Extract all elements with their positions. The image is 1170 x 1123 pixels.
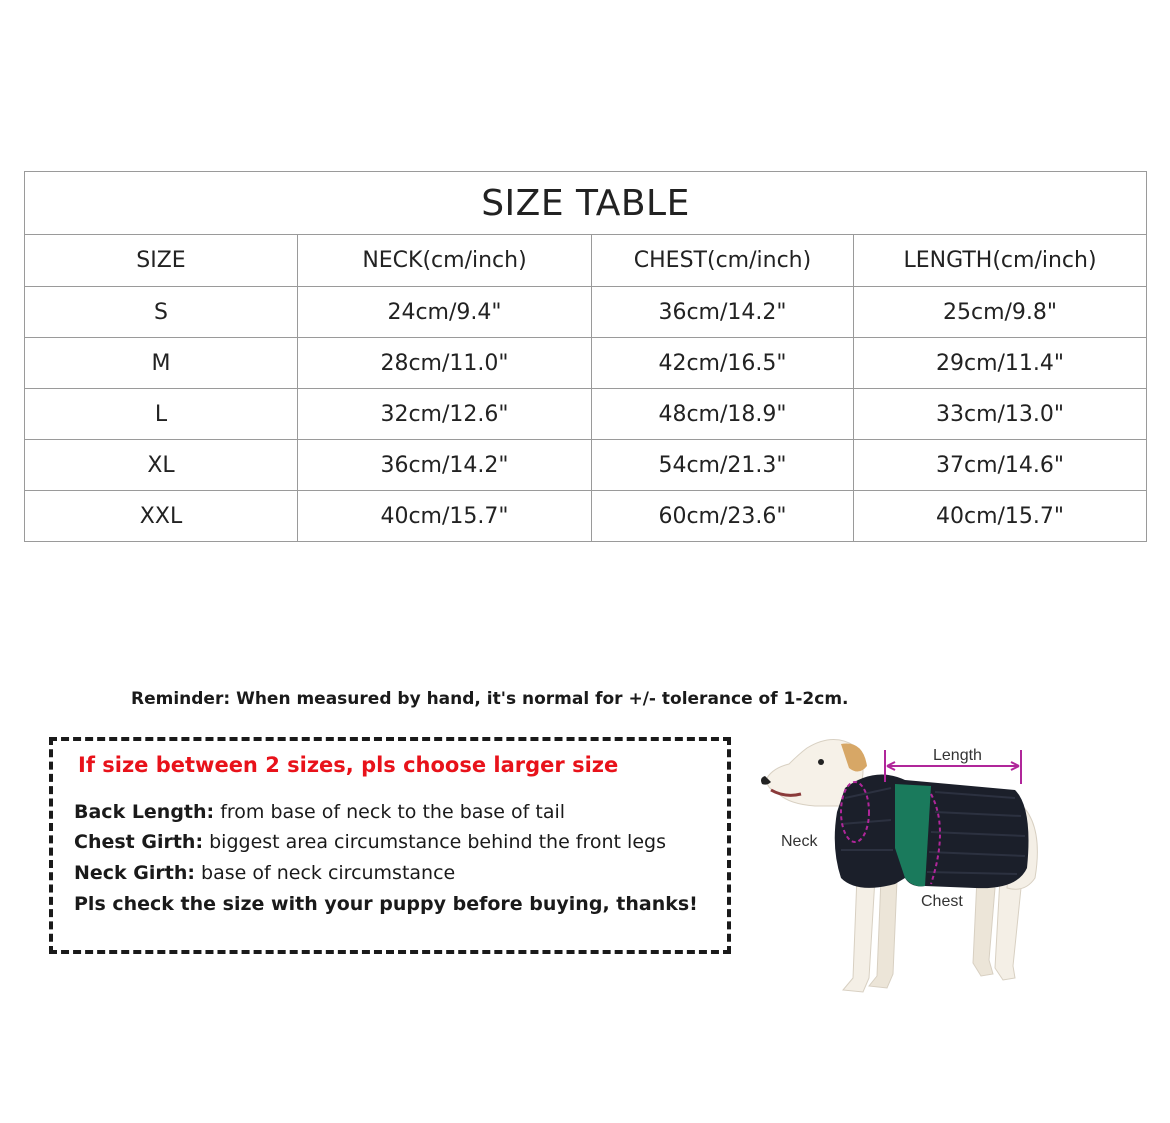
size-table-header-row (25, 235, 1147, 287)
dog-measurement-illustration (745, 728, 1085, 1018)
neck-girth-label: Neck Girth: (74, 862, 195, 884)
neck-cell: 28cm/11.0" (298, 338, 592, 389)
neck-cell: 32cm/12.6" (298, 389, 592, 440)
back-length-line (74, 801, 565, 823)
size-table-title: SIZE TABLE (25, 172, 1147, 235)
table-row (25, 287, 1147, 338)
check-size-note: Pls check the size with your puppy before buying, thanks! (74, 893, 698, 915)
table-row (25, 440, 1147, 491)
measurement-reminder: Reminder: When measured by hand, it's normal for +/- tolerance of 1-2cm. (131, 689, 849, 709)
chest-cell: 54cm/21.3" (592, 440, 854, 491)
chest-cell: 60cm/23.6" (592, 491, 854, 542)
column-header-chest: CHEST(cm/inch) (592, 235, 854, 287)
neck-label: Neck (781, 833, 818, 850)
length-cell: 40cm/15.7" (854, 491, 1147, 542)
length-cell: 29cm/11.4" (854, 338, 1147, 389)
sizing-notice-box (49, 737, 731, 954)
table-row (25, 389, 1147, 440)
chest-girth-text: biggest area circumstance behind the front legs (203, 831, 666, 853)
size-cell: XL (25, 440, 298, 491)
chest-cell: 48cm/18.9" (592, 389, 854, 440)
size-cell: S (25, 287, 298, 338)
size-cell: XXL (25, 491, 298, 542)
chest-cell: 36cm/14.2" (592, 287, 854, 338)
notice-headline: If size between 2 sizes, pls choose larger size (78, 753, 619, 777)
length-cell: 33cm/13.0" (854, 389, 1147, 440)
chest-girth-label: Chest Girth: (74, 831, 204, 853)
neck-cell: 40cm/15.7" (298, 491, 592, 542)
back-length-label: Back Length: (74, 801, 215, 823)
neck-girth-text: base of neck circumstance (195, 862, 456, 884)
back-length-text: from base of neck to the base of tail (214, 801, 566, 823)
chest-label: Chest (921, 893, 963, 910)
chest-girth-line (74, 831, 666, 853)
length-cell: 25cm/9.8" (854, 287, 1147, 338)
column-header-neck: NECK(cm/inch) (298, 235, 592, 287)
neck-cell: 24cm/9.4" (298, 287, 592, 338)
table-row (25, 338, 1147, 389)
column-header-size: SIZE (25, 235, 298, 287)
neck-girth-line (74, 862, 455, 884)
jacket-illustration (835, 775, 1029, 889)
column-header-length: LENGTH(cm/inch) (854, 235, 1147, 287)
length-label: Length (933, 747, 982, 764)
size-table (24, 171, 1147, 542)
neck-cell: 36cm/14.2" (298, 440, 592, 491)
size-cell: L (25, 389, 298, 440)
chest-cell: 42cm/16.5" (592, 338, 854, 389)
size-cell: M (25, 338, 298, 389)
length-cell: 37cm/14.6" (854, 440, 1147, 491)
table-row (25, 491, 1147, 542)
